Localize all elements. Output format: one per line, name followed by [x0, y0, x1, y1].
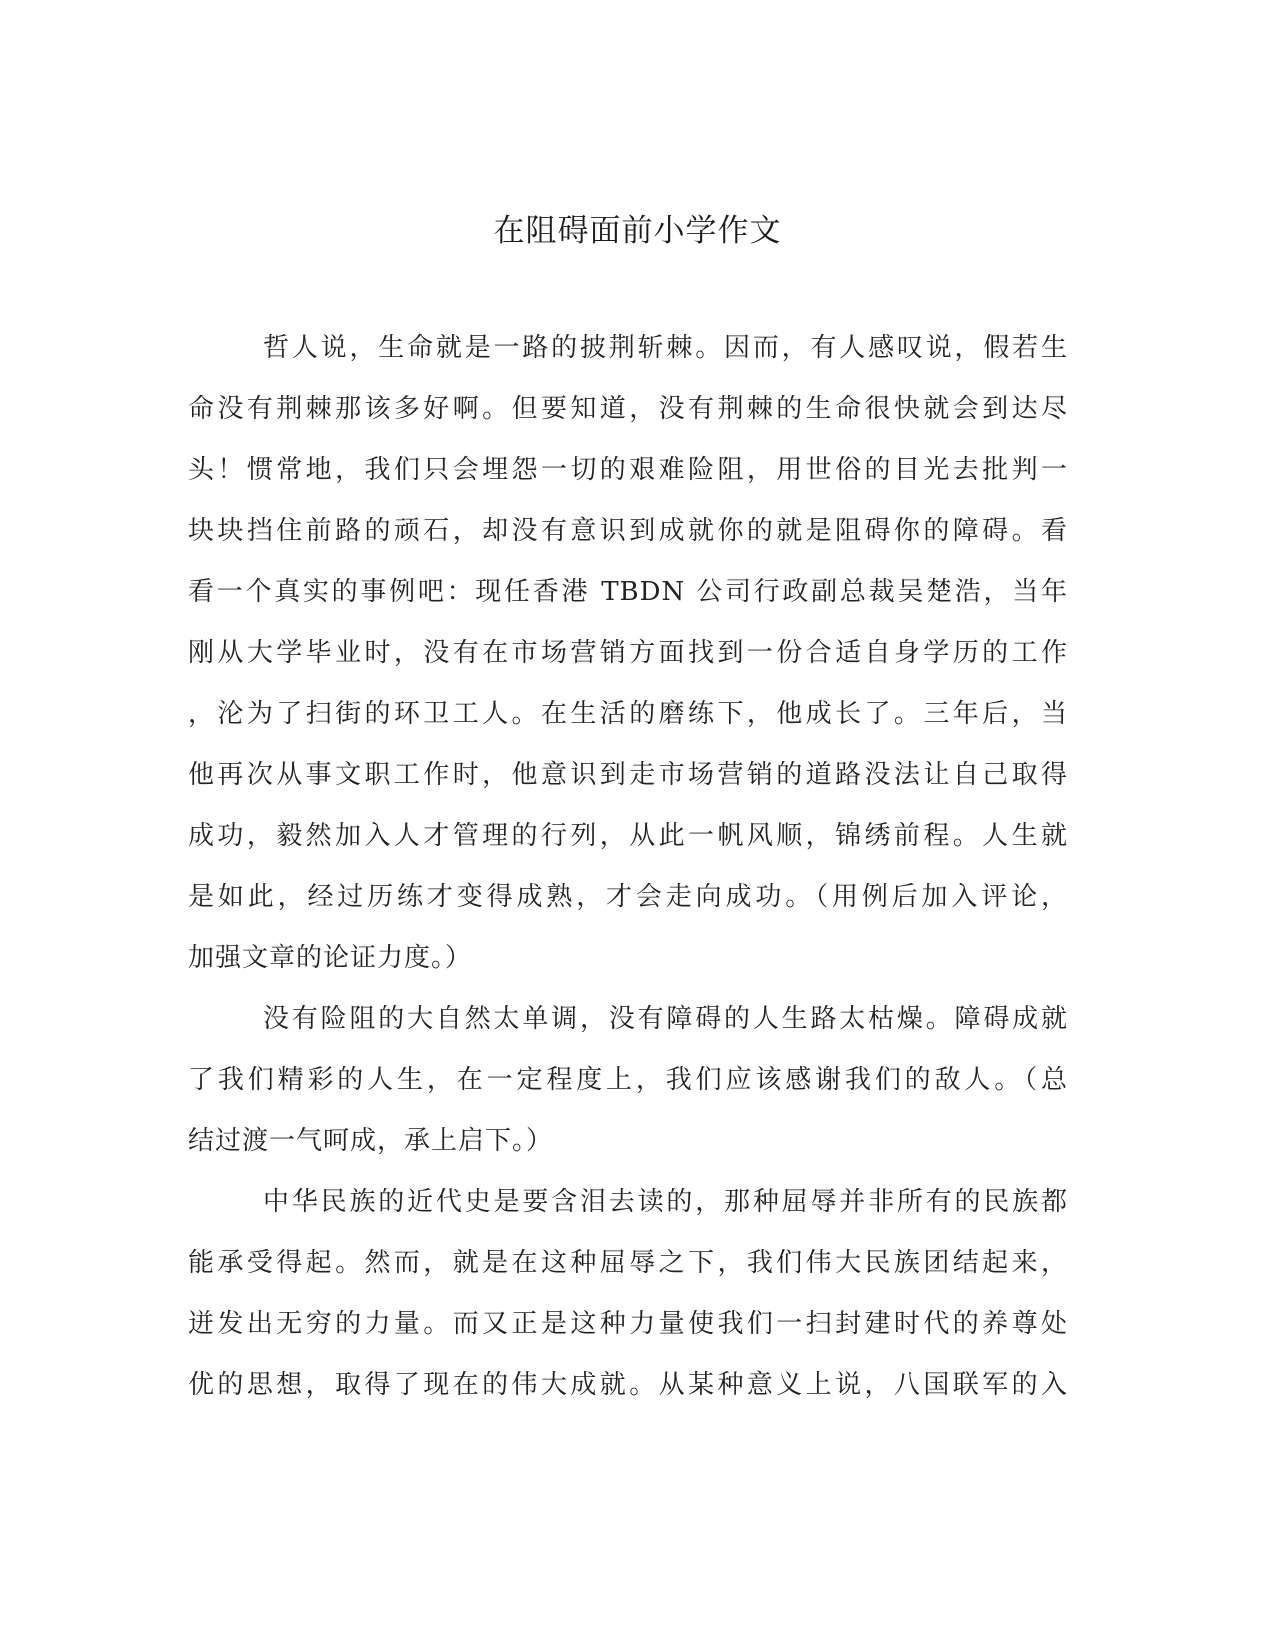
- text-line: 头！惯常地，我们只会埋怨一切的艰难险阻，用世俗的目光去批判一: [188, 455, 1068, 485]
- text-line: 成功，毅然加入人才管理的行列，从此一帆风顺，锦绣前程。人生就: [188, 821, 1068, 851]
- text-line: 优的思想，取得了现在的伟大成就。从某种意义上说，八国联军的入: [188, 1370, 1068, 1400]
- document-title: 在阻碍面前小学作文: [493, 213, 782, 249]
- text-line: 迸发出无穷的力量。而又正是这种力量使我们一扫封建时代的养尊处: [188, 1309, 1068, 1339]
- text-line: 加强文章的论证力度。）: [188, 943, 473, 973]
- text-line: 块块挡住前路的顽石，却没有意识到成就你的就是阻碍你的障碍。看: [188, 516, 1068, 546]
- text-line: ，沦为了扫街的环卫工人。在生活的磨练下，他成长了。三年后，当: [188, 699, 1068, 729]
- text-line: 哲人说，生命就是一路的披荆斩棘。因而，有人感叹说，假若生: [263, 333, 1068, 363]
- text-line: 没有险阻的大自然太单调，没有障碍的人生路太枯燥。障碍成就: [263, 1004, 1068, 1034]
- text-line: 命没有荆棘那该多好啊。但要知道，没有荆棘的生命很快就会到达尽: [188, 394, 1068, 424]
- text-line: 是如此，经过历练才变得成熟，才会走向成功。（用例后加入评论，: [188, 882, 1068, 912]
- document-body: [188, 318, 1068, 1416]
- text-line: 他再次从事文职工作时，他意识到走市场营销的道路没法让自己取得: [188, 760, 1068, 790]
- text-line: 能承受得起。然而，就是在这种屈辱之下，我们伟大民族团结起来，: [188, 1248, 1068, 1278]
- text-line: 中华民族的近代史是要含泪去读的，那种屈辱并非所有的民族都: [263, 1187, 1068, 1217]
- text-line: 了我们精彩的人生，在一定程度上，我们应该感谢我们的敌人。（总: [188, 1065, 1068, 1095]
- text-line: 结过渡一气呵成，承上启下。）: [188, 1126, 554, 1156]
- text-line: 刚从大学毕业时，没有在市场营销方面找到一份合适自身学历的工作: [188, 638, 1068, 668]
- text-line: 看一个真实的事例吧：现任香港 TBDN 公司行政副总裁吴楚浩，当年: [188, 577, 1068, 607]
